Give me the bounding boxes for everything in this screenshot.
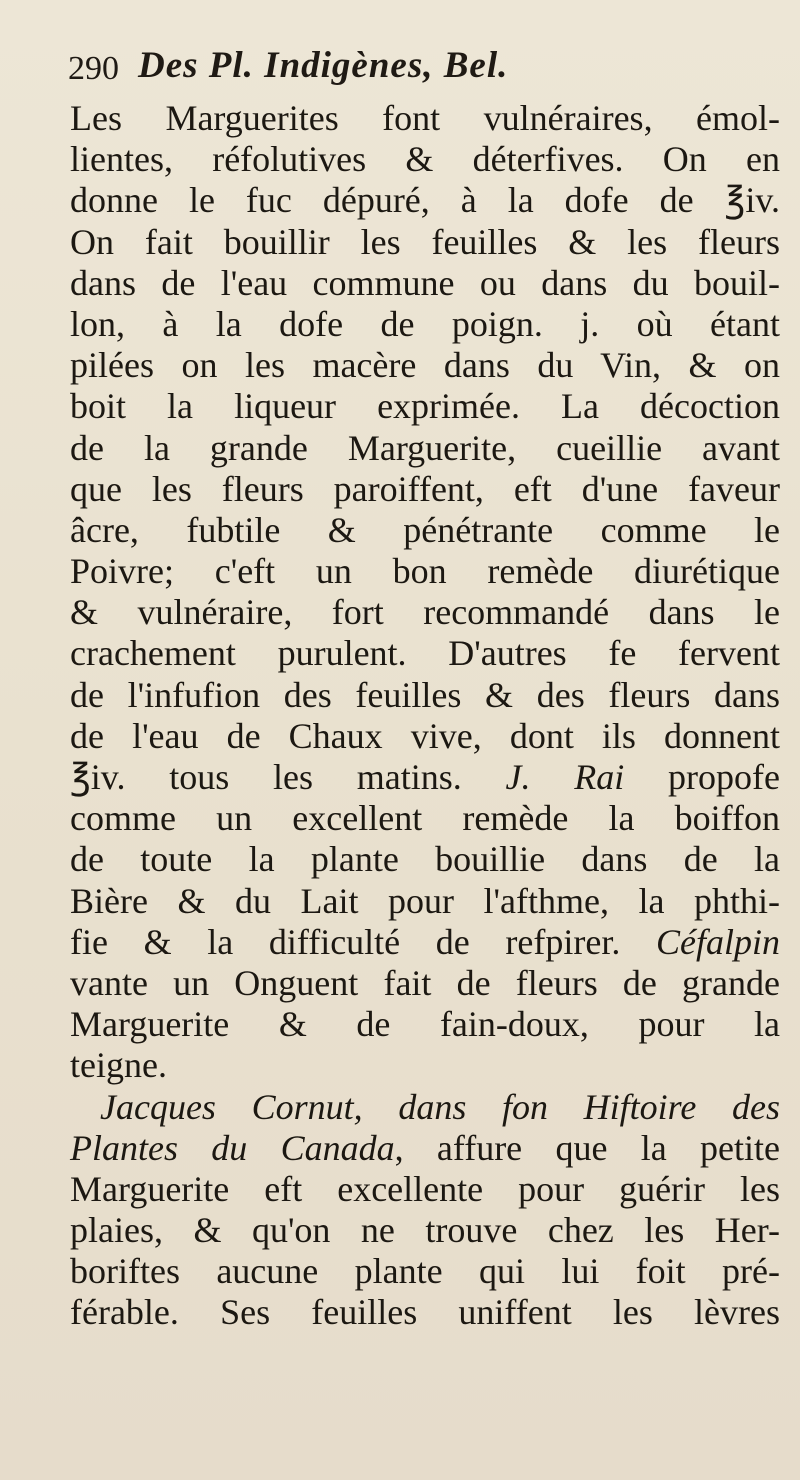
italic-name: J. Rai — [505, 757, 625, 797]
text-line: Poivre; c'eft un bon remède diurétique — [70, 551, 780, 592]
text-run: , affure que la petite — [394, 1127, 780, 1168]
text-line: plaies, & qu'on ne trouve chez les Her- — [70, 1210, 780, 1251]
text-line: On fait bouillir les feuilles & les fleurs — [70, 221, 780, 262]
text-line: boriftes aucune plante qui lui foit pré- — [70, 1251, 780, 1292]
text-line: comme un excellent remède la boiffon — [70, 798, 780, 839]
italic-title: Plantes du Canada — [70, 1127, 395, 1168]
text-line: que les fleurs paroiffent, eft d'une faveur — [70, 468, 780, 509]
text-line: âcre, fubtile & pénétrante comme le — [70, 509, 780, 550]
italic-title: Jacques Cornut, dans fon Hiftoire des — [100, 1086, 780, 1127]
body-text — [70, 98, 780, 1334]
text-line: Bière & du Lait pour l'afthme, la phthi- — [70, 880, 780, 921]
text-line — [70, 922, 780, 963]
running-head: Des Pl. Indigènes, Bel. — [138, 45, 509, 86]
text-line: & vulnéraire, fort recommandé dans le — [70, 592, 780, 633]
text-line: teigne. — [70, 1045, 167, 1086]
text-line — [70, 757, 780, 798]
text-line: lon, à la dofe de poign. j. où étant — [70, 303, 780, 344]
text-line: Marguerite & de fain-doux, pour la — [70, 1004, 780, 1045]
text-line: crachement purulent. D'autres fe fervent — [70, 633, 780, 674]
text-run: propofe — [624, 757, 780, 797]
text-line: dans de l'eau commune ou dans du bouil- — [70, 262, 780, 303]
text-line: de l'eau de Chaux vive, dont ils donnent — [70, 715, 780, 756]
page-number: 290 — [68, 50, 119, 87]
text-line: lientes, réfolutives & déterfives. On en — [70, 139, 780, 180]
text-line: Marguerite eft excellente pour guérir les — [70, 1168, 780, 1209]
text-line: de la grande Marguerite, cueillie avant — [70, 427, 780, 468]
italic-name: Céfalpin — [656, 921, 780, 962]
page-header — [68, 40, 768, 96]
text-line — [70, 1128, 780, 1169]
text-line: férable. Ses feuilles uniffent les lèvres — [70, 1292, 780, 1333]
text-line: donne le fuc dépuré, à la dofe de ℥iv. — [70, 180, 780, 221]
text-line: boit la liqueur exprimée. La décoction — [70, 386, 780, 427]
text-line: vante un Onguent fait de fleurs de grande — [70, 962, 780, 1003]
text-line — [70, 1087, 780, 1128]
text-run: ℥iv. tous les matins. — [70, 757, 506, 797]
text-line: pilées on les macère dans du Vin, & on — [70, 345, 780, 386]
text-run: fie & la difficulté de refpirer. — [70, 921, 656, 962]
text-line: Les Marguerites font vulnéraires, émol- — [70, 98, 780, 138]
text-line: de toute la plante bouillie dans de la — [70, 839, 780, 880]
text-line: de l'infufion des feuilles & des fleurs dans — [70, 674, 780, 715]
